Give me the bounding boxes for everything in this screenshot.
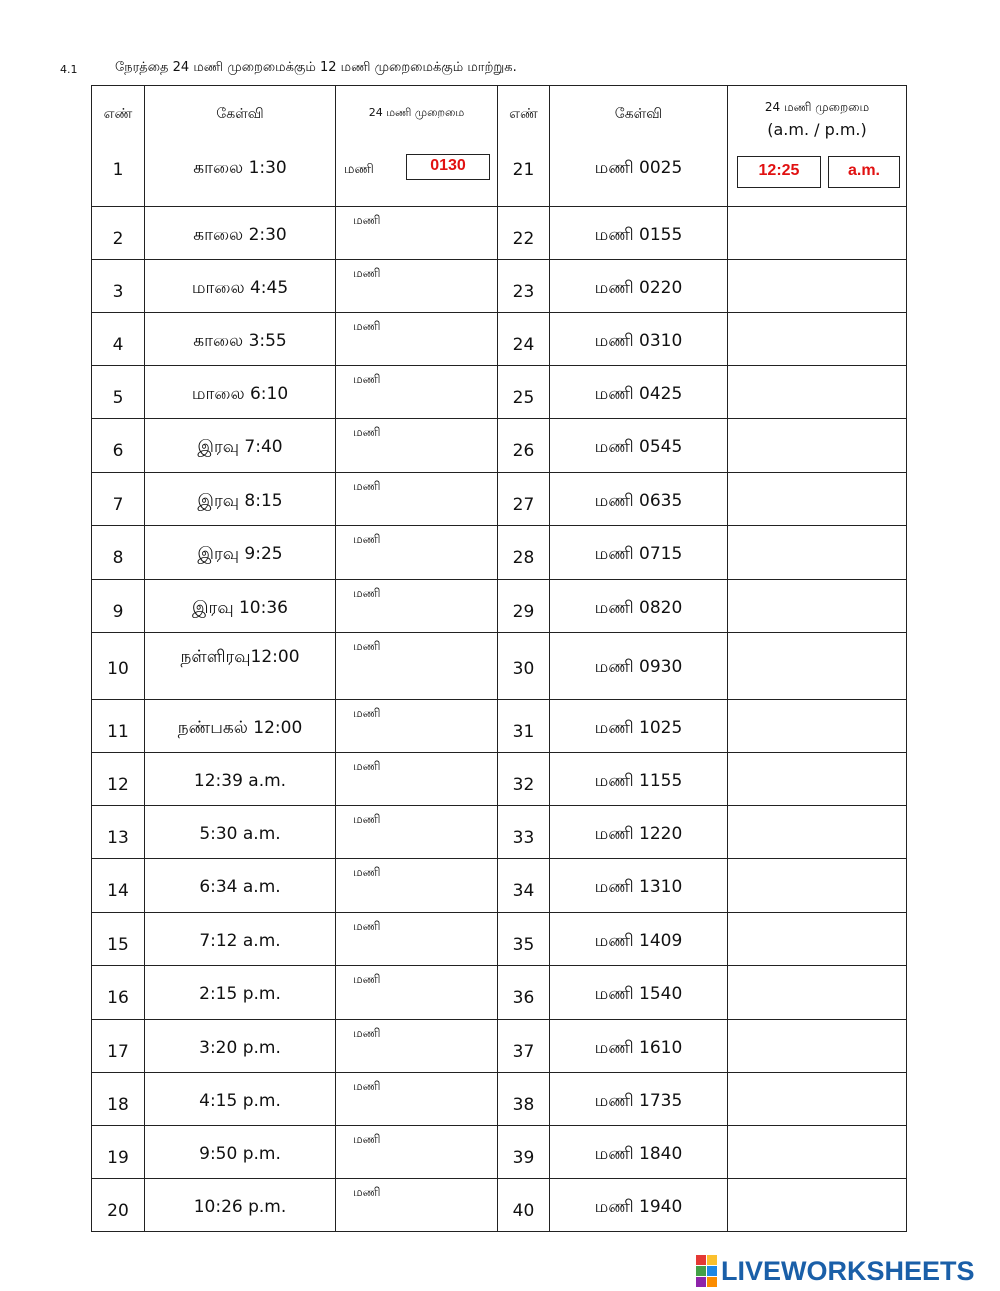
logo-square	[696, 1255, 706, 1265]
row-number: 31	[512, 722, 535, 742]
question-text: மணி 1610	[594, 1038, 683, 1058]
left-number-cell	[92, 260, 145, 313]
right-answer-cell[interactable]	[728, 1020, 907, 1073]
left-question-cell	[145, 753, 336, 806]
worksheet-table	[91, 85, 907, 1232]
right-answer-cell[interactable]	[728, 1073, 907, 1126]
right-number-cell	[498, 700, 550, 753]
mani-label: மணி	[353, 1185, 381, 1199]
row-number: 25	[512, 388, 535, 408]
right-answer-cell[interactable]	[728, 580, 907, 633]
question-text: மணி 1310	[594, 877, 683, 897]
left-question-cell	[145, 1126, 336, 1179]
row-number: 3	[112, 282, 124, 302]
table-row	[92, 313, 907, 366]
right-number-cell	[498, 366, 550, 419]
left-number-cell	[92, 806, 145, 859]
left-number-cell	[92, 1179, 145, 1232]
question-text: மணி 0155	[594, 225, 683, 245]
left-number-cell	[92, 526, 145, 580]
question-text: மணி 0220	[594, 278, 683, 298]
right-number-cell	[498, 633, 550, 700]
left-number-cell	[92, 1020, 145, 1073]
table-row	[92, 806, 907, 859]
table-row	[92, 260, 907, 313]
col-header-left-answer: 24 மணி முறைமை	[368, 106, 465, 119]
row-number: 39	[512, 1148, 535, 1168]
left-answer-cell[interactable]	[336, 260, 498, 313]
question-text: 6:34 a.m.	[199, 877, 281, 897]
right-number-cell	[498, 806, 550, 859]
right-answer-cell[interactable]	[728, 753, 907, 806]
table-row	[92, 419, 907, 473]
question-text: 3:20 p.m.	[199, 1038, 281, 1058]
question-text: 2:15 p.m.	[199, 984, 281, 1004]
row-number: 17	[107, 1042, 129, 1062]
left-number-cell	[92, 86, 145, 207]
right-number-cell	[498, 1179, 550, 1232]
table-row	[92, 753, 907, 806]
mani-label: மணி	[353, 586, 381, 600]
right-answer-cell[interactable]	[728, 1179, 907, 1232]
left-answer-cell[interactable]	[336, 806, 498, 859]
row-number: 6	[112, 441, 124, 461]
question-text: 12:39 a.m.	[193, 771, 287, 791]
left-answer-cell[interactable]	[336, 753, 498, 806]
right-answer-cell[interactable]	[728, 806, 907, 859]
mani-label: மணி	[353, 319, 381, 333]
col-header-right-question: கேள்வி	[614, 106, 663, 122]
left-number-cell	[92, 580, 145, 633]
question-text: மாலை 6:10	[191, 384, 289, 404]
mani-label: மணி	[353, 1026, 381, 1040]
table-row	[92, 366, 907, 419]
question-text: மணி 1220	[594, 824, 683, 844]
logo-mark-icon	[696, 1255, 717, 1287]
row-number: 24	[512, 335, 535, 355]
row-number: 8	[112, 548, 124, 568]
right-question-cell	[550, 1179, 728, 1232]
mani-label: மணி	[353, 532, 381, 546]
col-header-right-answer-ampm: (a.m. / p.m.)	[767, 120, 867, 139]
question-text: நள்ளிரவு12:00	[180, 647, 300, 667]
row-number: 35	[512, 935, 535, 955]
right-question-cell	[550, 473, 728, 526]
right-answer-cell[interactable]	[728, 859, 907, 913]
left-number-cell	[92, 1073, 145, 1126]
left-number-cell	[92, 859, 145, 913]
right-number-cell	[498, 753, 550, 806]
left-number-cell	[92, 473, 145, 526]
right-answer-cell[interactable]	[728, 700, 907, 753]
table-row	[92, 473, 907, 526]
left-number-cell	[92, 700, 145, 753]
left-question-cell	[145, 1020, 336, 1073]
right-question-cell	[550, 419, 728, 473]
question-number: 4.1	[60, 63, 78, 76]
left-number-cell	[92, 913, 145, 966]
left-answer-cell[interactable]	[336, 966, 498, 1020]
col-header-left-num: எண்	[103, 106, 133, 122]
row-number: 13	[107, 828, 129, 848]
question-text: மணி 1540	[594, 984, 683, 1004]
right-question-cell	[550, 633, 728, 700]
left-answer-cell[interactable]	[336, 633, 498, 700]
left-question-cell	[145, 580, 336, 633]
question-text: மணி 1409	[594, 931, 683, 951]
left-answer-cell[interactable]	[336, 1179, 498, 1232]
mani-label: மணி	[353, 479, 381, 493]
left-answer-cell[interactable]	[336, 1126, 498, 1179]
right-answer-cell[interactable]	[728, 966, 907, 1020]
logo-square	[707, 1255, 717, 1265]
question-text: காலை 1:30	[193, 158, 287, 178]
table-row	[92, 633, 907, 700]
mani-label: மணி	[353, 759, 381, 773]
row-number: 37	[512, 1042, 535, 1062]
right-answer-cell[interactable]	[728, 473, 907, 526]
question-text: இரவு 8:15	[197, 491, 283, 511]
right-number-cell	[498, 86, 550, 207]
right-question-cell	[550, 700, 728, 753]
right-answer-cell[interactable]	[728, 526, 907, 580]
right-number-cell	[498, 966, 550, 1020]
right-number-cell	[498, 419, 550, 473]
left-answer-cell[interactable]	[336, 580, 498, 633]
left-question-cell	[145, 1179, 336, 1232]
mani-label: மணி	[353, 425, 381, 439]
row-number: 28	[512, 548, 535, 568]
mani-label: மணி	[353, 213, 381, 227]
row-number: 1	[112, 160, 124, 180]
question-text: மணி 0820	[594, 598, 683, 618]
question-text: மணி 0930	[594, 657, 683, 677]
right-question-cell	[550, 913, 728, 966]
row-number: 7	[112, 495, 124, 515]
right-number-cell	[498, 913, 550, 966]
left-question-cell	[145, 633, 336, 700]
left-question-cell	[145, 806, 336, 859]
left-question-cell	[145, 419, 336, 473]
row-number: 30	[512, 659, 535, 679]
right-question-cell	[550, 580, 728, 633]
row-number: 15	[107, 935, 129, 955]
row-number: 26	[512, 441, 535, 461]
right-answer-cell[interactable]	[728, 633, 907, 700]
row-number: 12	[107, 775, 129, 795]
row-number: 16	[107, 988, 129, 1008]
left-number-cell	[92, 966, 145, 1020]
row-number: 2	[112, 229, 124, 249]
right-answer-cell[interactable]	[728, 366, 907, 419]
left-number-cell	[92, 313, 145, 366]
left-question-cell	[145, 207, 336, 260]
logo-text: LIVEWORKSHEETS	[721, 1255, 975, 1286]
question-text: இரவு 7:40	[197, 437, 283, 457]
row-number: 18	[107, 1095, 129, 1115]
question-text: காலை 2:30	[193, 225, 287, 245]
row-number: 38	[512, 1095, 535, 1115]
question-text: மணி 1155	[594, 771, 683, 791]
question-text: இரவு 9:25	[197, 544, 283, 564]
table-row	[92, 859, 907, 913]
question-text: மணி 0635	[594, 491, 683, 511]
right-answer-cell[interactable]	[728, 86, 907, 207]
table-row	[92, 700, 907, 753]
left-number-cell	[92, 633, 145, 700]
mani-label: மணி	[353, 919, 381, 933]
logo-square	[707, 1266, 717, 1276]
mani-label: மணி	[353, 372, 381, 386]
instruction-text: நேரத்தை 24 மணி முறைமைக்கும் 12 மணி முறைமைக்கும் மாற்றுக.	[115, 60, 517, 75]
question-text: மணி 0715	[594, 544, 683, 564]
row-number: 19	[107, 1148, 129, 1168]
question-text: மணி 1735	[594, 1091, 683, 1111]
liveworksheets-logo	[696, 1256, 975, 1286]
right-question-cell	[550, 207, 728, 260]
left-number-cell	[92, 1126, 145, 1179]
right-number-cell	[498, 859, 550, 913]
mani-label: மணி	[353, 706, 381, 720]
mani-label: மணி	[353, 1079, 381, 1093]
right-question-cell	[550, 313, 728, 366]
logo-square	[707, 1277, 717, 1287]
question-text: மணி 1840	[594, 1144, 683, 1164]
question-text: 4:15 p.m.	[199, 1091, 281, 1111]
col-header-right-answer: 24 மணி முறைமை	[764, 100, 870, 114]
left-answer-cell[interactable]	[336, 526, 498, 580]
table-row	[92, 86, 907, 207]
right-question-cell	[550, 86, 728, 207]
left-number-cell	[92, 419, 145, 473]
right-question-cell	[550, 753, 728, 806]
question-text: மணி 0310	[594, 331, 683, 351]
row-number: 27	[512, 495, 535, 515]
question-text: மணி 1025	[594, 718, 683, 738]
left-question-cell	[145, 366, 336, 419]
left-answer-cell[interactable]	[336, 913, 498, 966]
right-answer-cell[interactable]	[728, 313, 907, 366]
answer-input-0130[interactable]: 0130	[406, 154, 490, 180]
right-number-cell	[498, 1126, 550, 1179]
right-answer-cell[interactable]	[728, 1126, 907, 1179]
mani-label: மணி	[353, 1132, 381, 1146]
question-text: 9:50 p.m.	[199, 1144, 281, 1164]
table-row	[92, 526, 907, 580]
mani-label: மணி	[353, 812, 381, 826]
row-number: 10	[107, 659, 129, 679]
left-answer-cell[interactable]	[336, 366, 498, 419]
left-number-cell	[92, 207, 145, 260]
right-question-cell	[550, 806, 728, 859]
table-row	[92, 207, 907, 260]
mani-label: மணி	[353, 972, 381, 986]
question-text: மணி 0025	[594, 158, 683, 178]
right-question-cell	[550, 966, 728, 1020]
right-question-cell	[550, 859, 728, 913]
row-number: 23	[512, 282, 535, 302]
mani-label: மணி	[353, 639, 381, 653]
question-text: மாலை 4:45	[191, 278, 289, 298]
right-question-cell	[550, 1126, 728, 1179]
table-row	[92, 1073, 907, 1126]
left-number-cell	[92, 366, 145, 419]
row-number: 32	[512, 775, 535, 795]
row-number: 40	[512, 1201, 535, 1221]
right-answer-cell[interactable]	[728, 207, 907, 260]
left-answer-cell[interactable]	[336, 313, 498, 366]
row-number: 22	[512, 229, 535, 249]
col-header-right-num: எண்	[509, 106, 538, 122]
right-number-cell	[498, 580, 550, 633]
left-question-cell	[145, 313, 336, 366]
question-text: நண்பகல் 12:00	[177, 718, 303, 738]
left-question-cell	[145, 1073, 336, 1126]
left-answer-cell[interactable]	[336, 473, 498, 526]
left-answer-cell[interactable]	[336, 86, 498, 207]
left-answer-cell[interactable]	[336, 700, 498, 753]
question-text: மணி 1940	[594, 1197, 683, 1217]
right-number-cell	[498, 1020, 550, 1073]
answer-input-time[interactable]: 12:25	[737, 156, 821, 188]
left-question-cell	[145, 473, 336, 526]
right-number-cell	[498, 1073, 550, 1126]
table-row	[92, 966, 907, 1020]
table-row	[92, 1020, 907, 1073]
right-question-cell	[550, 366, 728, 419]
right-number-cell	[498, 313, 550, 366]
right-question-cell	[550, 526, 728, 580]
left-question-cell	[145, 260, 336, 313]
mani-label: மணி	[344, 162, 374, 177]
left-question-cell	[145, 526, 336, 580]
mani-label: மணி	[353, 865, 381, 879]
right-answer-cell[interactable]	[728, 419, 907, 473]
answer-input-period[interactable]: a.m.	[828, 156, 900, 188]
question-text: 5:30 a.m.	[199, 824, 281, 844]
col-header-left-question: கேள்வி	[216, 106, 264, 122]
left-answer-cell[interactable]	[336, 1020, 498, 1073]
logo-square	[696, 1266, 706, 1276]
left-question-cell	[145, 86, 336, 207]
table-row	[92, 580, 907, 633]
right-question-cell	[550, 1073, 728, 1126]
logo-square	[696, 1277, 706, 1287]
table-row	[92, 1179, 907, 1232]
question-text: மணி 0545	[594, 437, 683, 457]
left-answer-cell[interactable]	[336, 1073, 498, 1126]
row-number: 9	[112, 602, 124, 622]
right-number-cell	[498, 473, 550, 526]
row-number: 14	[107, 881, 129, 901]
table-row	[92, 913, 907, 966]
question-text: 10:26 p.m.	[193, 1197, 287, 1217]
left-question-cell	[145, 913, 336, 966]
left-answer-cell[interactable]	[336, 419, 498, 473]
left-answer-cell[interactable]	[336, 859, 498, 913]
row-number: 36	[512, 988, 535, 1008]
mani-label: மணி	[353, 266, 381, 280]
row-number: 29	[512, 602, 535, 622]
row-number: 11	[107, 722, 129, 742]
left-question-cell	[145, 859, 336, 913]
question-text: காலை 3:55	[193, 331, 287, 351]
row-number: 21	[512, 160, 535, 180]
row-number: 5	[112, 388, 124, 408]
left-answer-cell[interactable]	[336, 207, 498, 260]
table-row	[92, 1126, 907, 1179]
right-answer-cell[interactable]	[728, 913, 907, 966]
row-number: 34	[512, 881, 535, 901]
left-question-cell	[145, 966, 336, 1020]
question-text: இரவு 10:36	[192, 598, 288, 618]
question-text: 7:12 a.m.	[199, 931, 281, 951]
right-answer-cell[interactable]	[728, 260, 907, 313]
row-number: 4	[112, 335, 124, 355]
left-number-cell	[92, 753, 145, 806]
right-question-cell	[550, 260, 728, 313]
row-number: 20	[107, 1201, 129, 1221]
row-number: 33	[512, 828, 535, 848]
right-number-cell	[498, 260, 550, 313]
right-number-cell	[498, 207, 550, 260]
left-question-cell	[145, 700, 336, 753]
right-number-cell	[498, 526, 550, 580]
right-question-cell	[550, 1020, 728, 1073]
question-text: மணி 0425	[594, 384, 683, 404]
